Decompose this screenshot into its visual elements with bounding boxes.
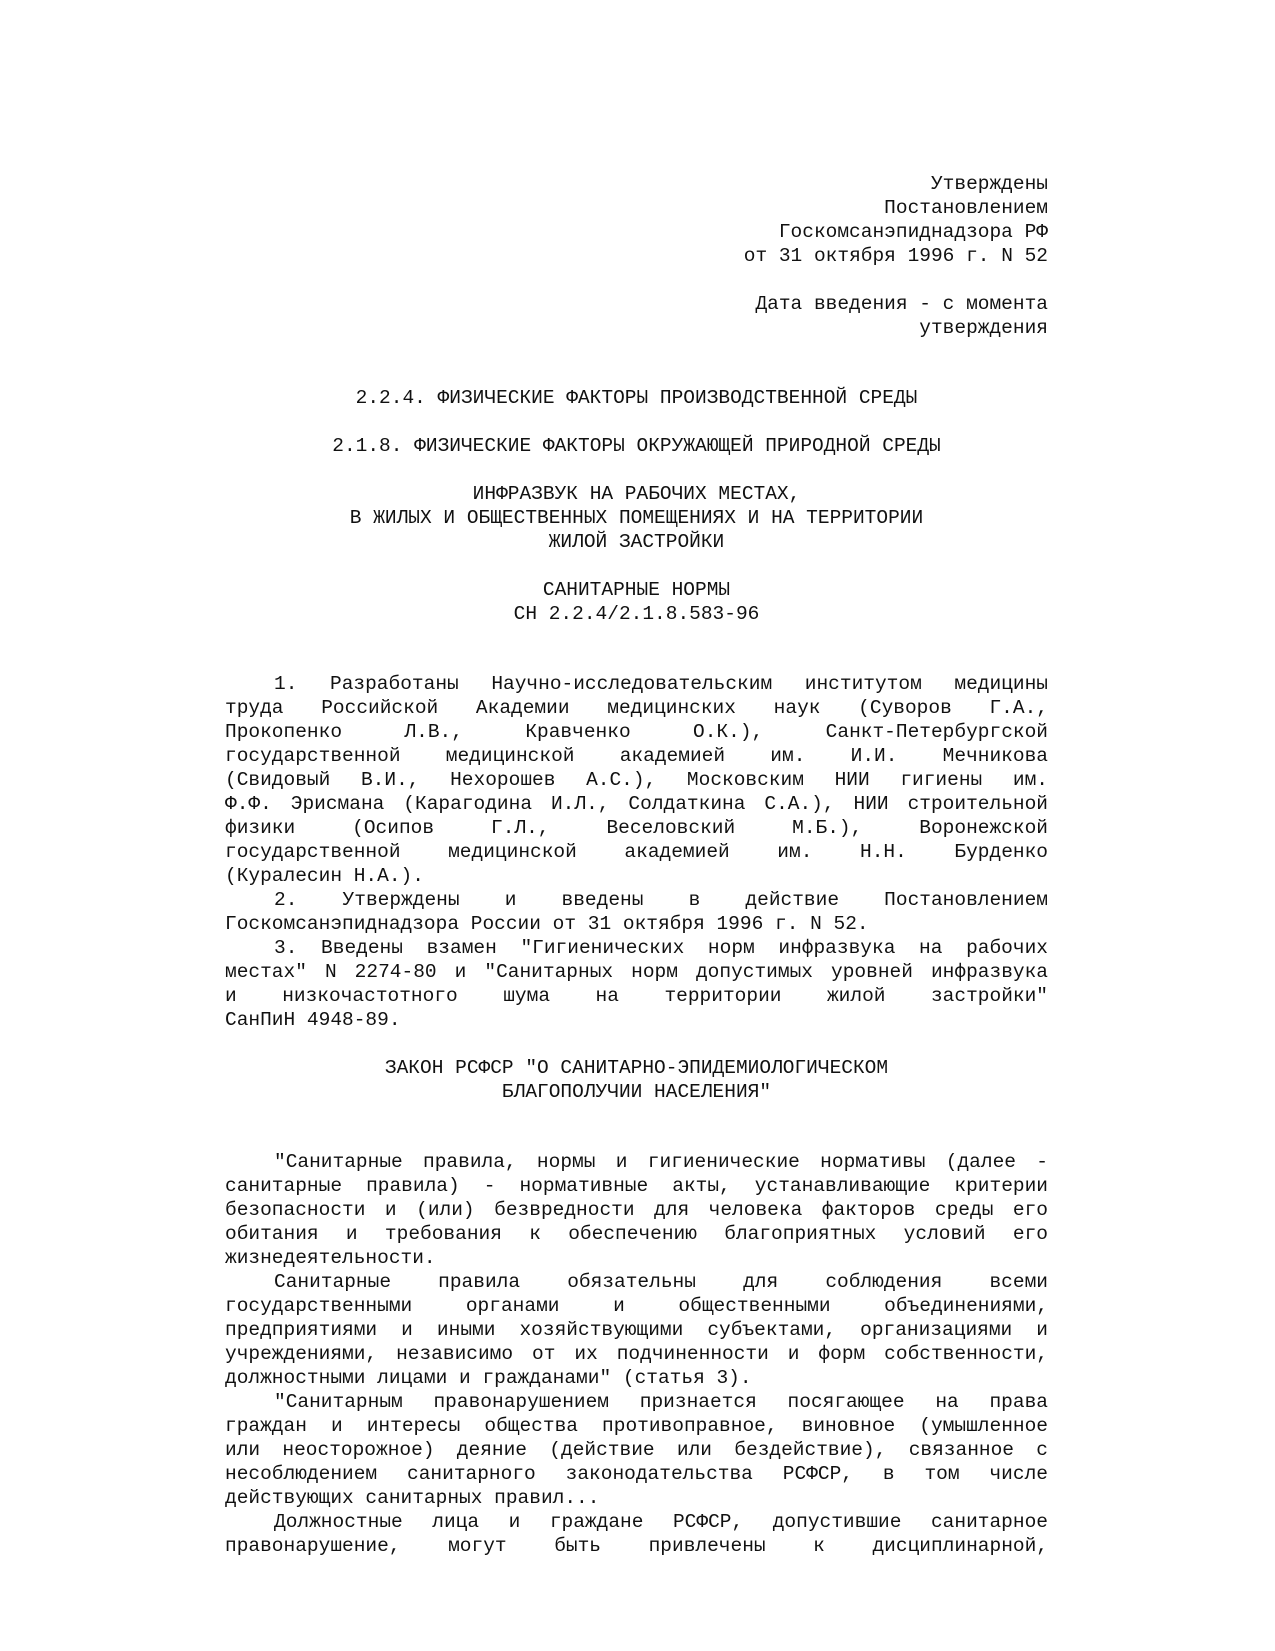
text-line: государственной медицинской академией им. Н.Н. Бурденко	[225, 841, 1048, 863]
text-line: Ф.Ф. Эрисмана (Карагодина И.Л., Солдаткина С.А.), НИИ строительной	[225, 793, 1048, 815]
spacer	[225, 1032, 1048, 1056]
list-item	[225, 936, 1048, 1032]
text-line: местах" N 2274-80 и "Санитарных норм допустимых уровней инфразвука	[225, 961, 1048, 983]
spacer	[225, 458, 1048, 482]
title-line: ЖИЛОЙ ЗАСТРОЙКИ	[548, 531, 725, 553]
law-paragraph	[225, 1390, 1048, 1510]
law-heading	[225, 1056, 1048, 1104]
spacer	[225, 410, 1048, 434]
approval-line: Утверждены	[930, 173, 1048, 195]
spacer	[225, 626, 1048, 672]
document-content	[225, 172, 1048, 1558]
text-line: государственной медицинской академией им. И.И. Мечникова	[225, 745, 1048, 767]
title-line: ИНФРАЗВУК НА РАБОЧИХ МЕСТАХ,	[472, 483, 801, 505]
text-line: Должностные лица и граждане РСФСР, допустившие санитарное	[274, 1511, 1048, 1533]
law-paragraph	[225, 1270, 1048, 1390]
text-line: и низкочастотного шума на территории жилой застройки"	[225, 985, 1048, 1007]
section-heading: 2.2.4. ФИЗИЧЕСКИЕ ФАКТОРЫ ПРОИЗВОДСТВЕННОЙ СРЕДЫ	[355, 387, 918, 409]
effective-date-line: Дата введения - с момента	[755, 293, 1048, 315]
spacer	[225, 340, 1048, 386]
law-heading-line: БЛАГОПОЛУЧИИ НАСЕЛЕНИЯ"	[501, 1081, 772, 1103]
norms-line: САНИТАРНЫЕ НОРМЫ	[542, 579, 731, 601]
text-line: 2. Утверждены и введены в действие Постановлением	[274, 889, 1048, 911]
approval-line: Госкомсанэпиднадзора РФ	[778, 221, 1048, 243]
approval-line: от 31 октября 1996 г. N 52	[743, 245, 1048, 267]
norms-line: СН 2.2.4/2.1.8.583-96	[513, 603, 760, 625]
text-line: несоблюдением санитарного законодательства РСФСР, в том числе	[225, 1463, 1048, 1485]
text-line: (Куралесин Н.А.).	[225, 865, 424, 887]
section-heading: 2.1.8. ФИЗИЧЕСКИЕ ФАКТОРЫ ОКРУЖАЮЩЕЙ ПРИРОДНОЙ СРЕДЫ	[332, 435, 941, 457]
law-heading-line: ЗАКОН РСФСР "О САНИТАРНО-ЭПИДЕМИОЛОГИЧЕСКОМ	[384, 1057, 889, 1079]
list-item	[225, 888, 1048, 936]
spacer	[225, 1104, 1048, 1150]
text-line: 3. Введены взамен "Гигиенических норм инфразвука на рабочих	[274, 937, 1048, 959]
spacer	[225, 554, 1048, 578]
title-line: В ЖИЛЫХ И ОБЩЕСТВЕННЫХ ПОМЕЩЕНИЯХ И НА ТЕРРИТОРИИ	[349, 507, 924, 529]
norms-heading	[225, 578, 1048, 626]
text-line: физики (Осипов Г.Л., Веселовский М.Б.), Воронежской	[225, 817, 1048, 839]
text-line: жизнедеятельности.	[225, 1247, 436, 1269]
effective-date-block	[225, 292, 1048, 340]
text-line: санитарные правила) - нормативные акты, устанавливающие критерии	[225, 1175, 1048, 1197]
text-line: труда Российской Академии медицинских наук (Суворов Г.А.,	[225, 697, 1048, 719]
document-title	[225, 482, 1048, 554]
text-line: 1. Разработаны Научно-исследовательским институтом медицины	[274, 673, 1048, 695]
text-line: граждан и интересы общества противоправное, виновное (умышленное	[225, 1415, 1048, 1437]
text-line: государственными органами и общественными объединениями,	[225, 1295, 1048, 1317]
text-line: Санитарные правила обязательны для соблюдения всеми	[274, 1271, 1048, 1293]
law-paragraph	[225, 1150, 1048, 1270]
list-item	[225, 672, 1048, 888]
text-line: действующих санитарных правил...	[225, 1487, 600, 1509]
text-line: "Санитарным правонарушением признается посягающее на права	[274, 1391, 1048, 1413]
text-line: безопасности и (или) безвредности для человека факторов среды его	[225, 1199, 1048, 1221]
effective-date-line: утверждения	[919, 317, 1048, 339]
text-line: Прокопенко Л.В., Кравченко О.К.), Санкт-Петербургской	[225, 721, 1048, 743]
text-line: или неосторожное) деяние (действие или бездействие), связанное с	[225, 1439, 1048, 1461]
text-line: "Санитарные правила, нормы и гигиенические нормативы (далее -	[274, 1151, 1048, 1173]
text-line: СанПиН 4948-89.	[225, 1009, 401, 1031]
spacer	[225, 268, 1048, 292]
text-line: предприятиями и иными хозяйствующими субъектами, организациями и	[225, 1319, 1048, 1341]
text-line: должностными лицами и гражданами" (статья 3).	[225, 1367, 752, 1389]
text-line: обитания и требования к обеспечению благоприятных условий его	[225, 1223, 1048, 1245]
approval-block	[225, 172, 1048, 268]
text-line: (Свидовый В.И., Нехорошев А.С.), Московским НИИ гигиены им.	[225, 769, 1048, 791]
text-line: Госкомсанэпиднадзора России от 31 октября 1996 г. N 52.	[225, 913, 869, 935]
text-line: учреждениями, независимо от их подчиненности и форм собственности,	[225, 1343, 1048, 1365]
text-line: правонарушение, могут быть привлечены к дисциплинарной,	[225, 1535, 1048, 1557]
approval-line: Постановлением	[884, 197, 1048, 219]
law-paragraph	[225, 1510, 1048, 1558]
